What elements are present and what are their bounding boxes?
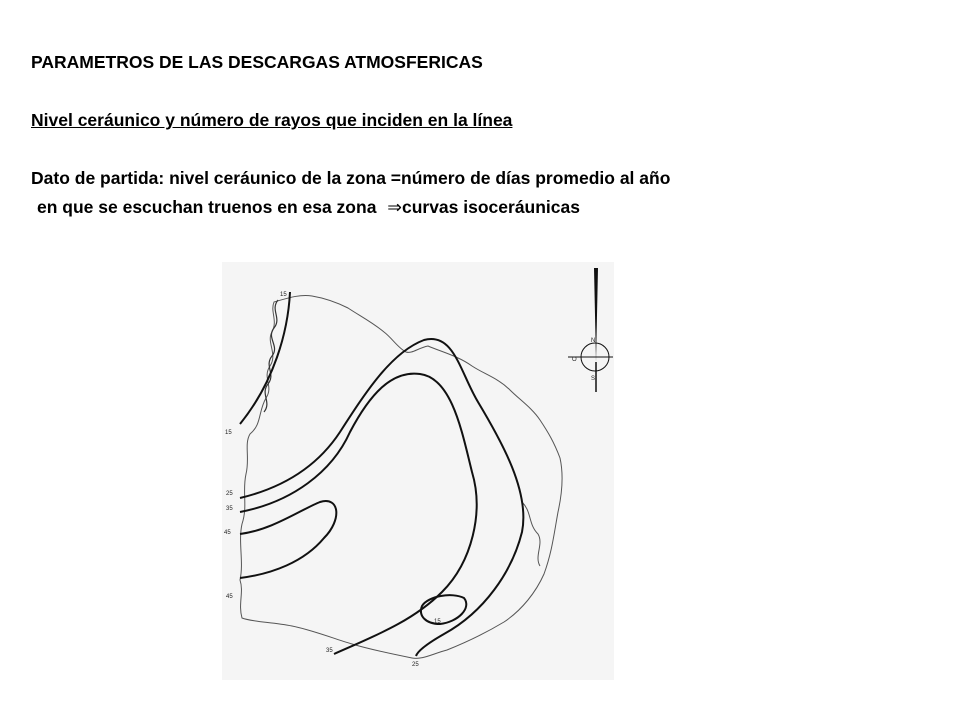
contour-label: 15 bbox=[434, 619, 441, 625]
paragraph-line-1: Dato de partida: nivel ceráunico de la zona =número de días promedio al año bbox=[31, 168, 671, 188]
contour-label: 25 bbox=[226, 491, 233, 497]
contour-label: 25 bbox=[412, 662, 419, 668]
contour-label: 15 bbox=[280, 292, 287, 298]
paragraph-line-2-text: en que se escuchan truenos en esa zona bbox=[37, 197, 382, 217]
isokeraunic-map bbox=[222, 262, 614, 680]
implies-arrow-icon: ⇒ bbox=[387, 198, 402, 218]
contour-label: 35 bbox=[326, 648, 333, 654]
isoline-15-south-loop bbox=[421, 595, 466, 624]
isoline-35 bbox=[240, 374, 477, 654]
isoline-45-north-loop bbox=[240, 501, 336, 578]
contour-label: 15 bbox=[225, 430, 232, 436]
paragraph-line-2-end: curvas isoceráunicas bbox=[401, 197, 580, 217]
section-heading: Nivel ceráunico y número de rayos que inciden en la línea bbox=[31, 110, 513, 130]
contour-label: 45 bbox=[226, 594, 233, 600]
paragraph-line-2 bbox=[37, 197, 580, 218]
compass-west-label: O bbox=[572, 357, 577, 363]
isoline-15-west bbox=[240, 292, 290, 424]
country-border bbox=[240, 295, 562, 658]
compass-rose-icon bbox=[568, 268, 613, 392]
isokeraunic-map-svg bbox=[222, 262, 614, 680]
page-title: PARAMETROS DE LAS DESCARGAS ATMOSFERICAS bbox=[31, 52, 483, 72]
compass-north-label: N bbox=[591, 338, 596, 344]
compass-south-label: S bbox=[591, 376, 596, 382]
coast-line bbox=[522, 502, 540, 566]
river-line bbox=[264, 300, 278, 412]
contour-label: 35 bbox=[226, 506, 233, 512]
contour-label: 45 bbox=[224, 530, 231, 536]
